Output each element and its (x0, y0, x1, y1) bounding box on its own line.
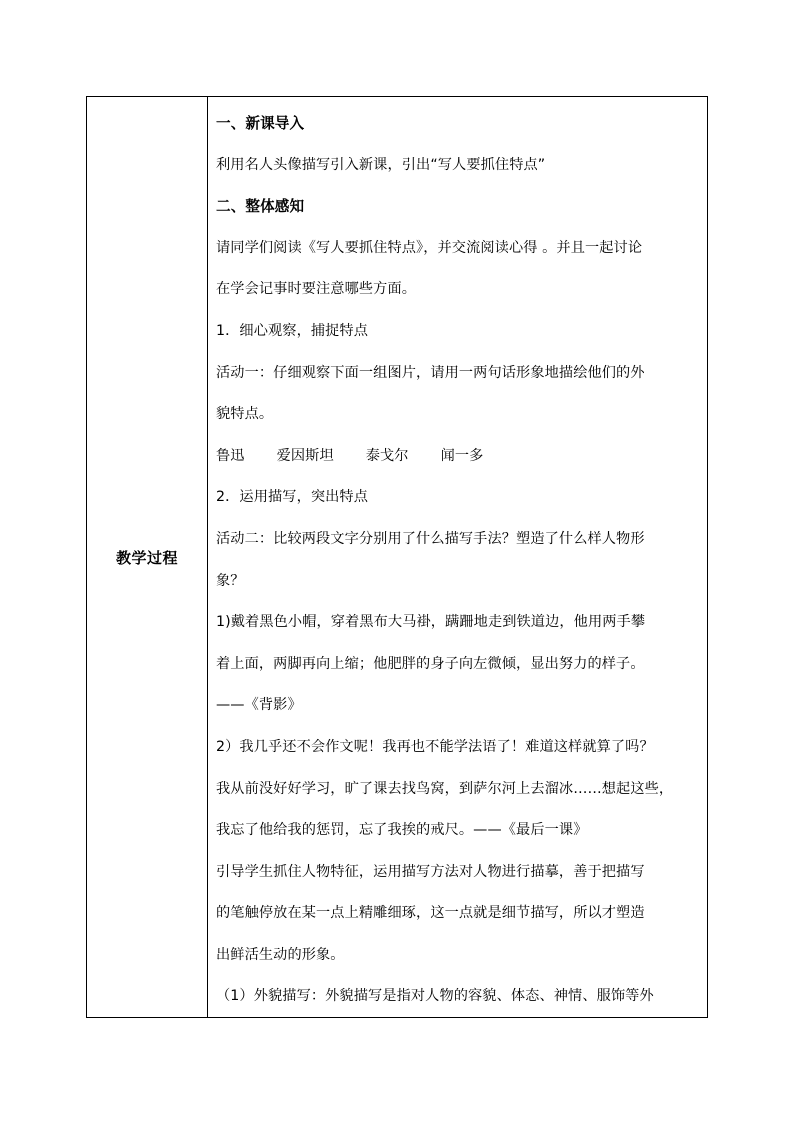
guide-line-2: 的笔触停放在某一点上精雕细琢，这一点就是细节描写，所以才塑造 (216, 905, 645, 922)
row-label-cell (87, 97, 208, 1017)
point-1-title: 1．细心观察，捕捉特点 (216, 322, 369, 339)
row-label: 教学过程 (115, 548, 178, 567)
reading-text-line-2: 在学会记事时要注意哪些方面。 (216, 281, 417, 298)
excerpt-2-line-2: 我从前没好好学习，旷了课去找鸟窝，到萨尔河上去溜冰……想起这些， (216, 780, 674, 797)
lesson-table (86, 96, 708, 1018)
excerpt-2-line-1: 2）我几乎还不会作文呢！我再也不能学法语了！难道这样就算了吗？ (216, 738, 654, 755)
excerpt-1-line-1: 1)戴着黑色小帽，穿着黑布大马褂，蹒跚地走到铁道边，他用两手攀 (216, 614, 646, 631)
content-cell (208, 97, 707, 1017)
name-item: 爱因斯坦 (276, 447, 334, 464)
point-2-title: 2．运用描写，突出特点 (216, 489, 369, 506)
section-heading-overview: 二、整体感知 (216, 198, 305, 216)
reading-text-line-1: 请同学们阅读《写人要抓住特点》，并交流阅读心得 。并且一起讨论 (216, 239, 643, 256)
name-item: 闻一多 (440, 447, 484, 464)
excerpt-1-source: ——《背影》 (216, 697, 302, 714)
activity-2-line-2: 象？ (216, 572, 245, 589)
appearance-description-line: （1）外貌描写：外貌描写是指对人物的容貌、体态、神情、服饰等外 (216, 988, 654, 1005)
activity-1-line-1: 活动一：仔细观察下面一组图片，请用一两句话形象地描绘他们的外 (216, 364, 645, 381)
section-heading-intro: 一、新课导入 (216, 115, 305, 132)
guide-line-1: 引导学生抓住人物特征，运用描写方法对人物进行描摹，善于把描写 (216, 863, 645, 880)
activity-1-line-2: 貌特点。 (216, 406, 274, 423)
guide-line-3: 出鲜活生动的形象。 (216, 946, 345, 963)
intro-text: 利用名人头像描写引入新课，引出“写人要抓住特点” (216, 156, 546, 173)
name-item: 泰戈尔 (365, 447, 409, 464)
excerpt-2-line-3: 我忘了他给我的惩罚，忘了我挨的戒尺。——《最后一课》 (216, 822, 588, 839)
excerpt-1-line-2: 着上面，两脚再向上缩；他肥胖的身子向左微倾，显出努力的样子。 (216, 655, 645, 672)
name-item: 鲁迅 (216, 447, 245, 464)
famous-names-list (216, 436, 701, 478)
activity-2-line-1: 活动二：比较两段文字分别用了什么描写手法？塑造了什么样人物形 (216, 530, 645, 547)
